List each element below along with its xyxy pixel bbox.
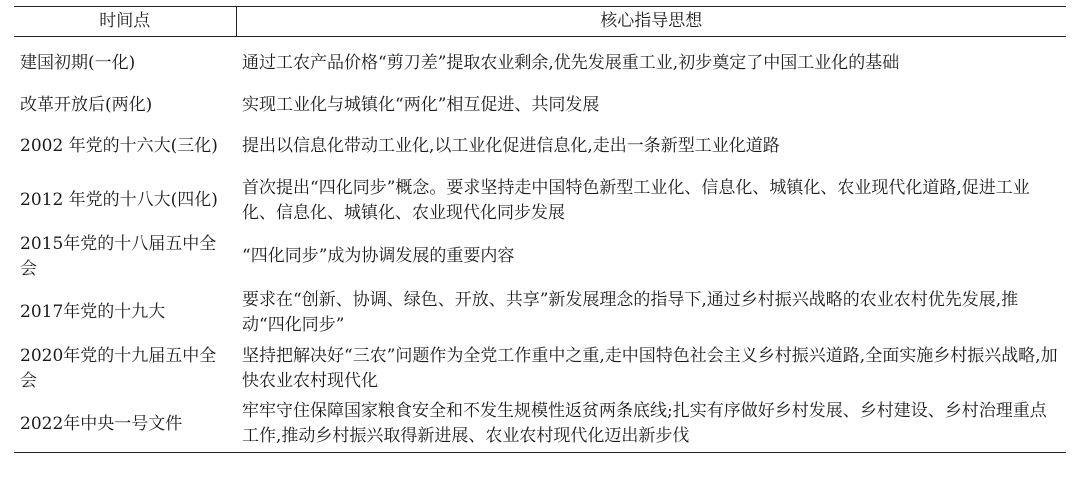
- table-header: [14, 7, 1066, 37]
- header-core-idea: 核心指导思想: [236, 7, 1066, 37]
- header-time-point: 时间点: [14, 7, 236, 37]
- table-row: [14, 121, 1066, 173]
- idea-cell: 首次提出“四化同步”概念。要求坚持走中国特色新型工业化、信息化、城镇化、农业现代化道路,促进工业化、信息化、城镇化、农业现代化同步发展: [242, 177, 1030, 223]
- time-cell: 2017年党的十九大: [20, 302, 166, 322]
- time-cell: 2020年党的十九届五中全会: [20, 345, 217, 391]
- idea-cell: 坚持把解决好“三农”问题作为全党工作重中之重,走中国特色社会主义乡村振兴道路,全面实施乡村振兴战略,加快农业农村现代化: [242, 345, 1058, 391]
- time-cell: 2002 年党的十六大(三化): [20, 136, 218, 156]
- table-row: [14, 397, 1066, 453]
- time-cell: 2022年中央一号文件: [14, 397, 236, 453]
- idea-cell: 提出以信息化带动工业化,以工业化促进信息化,走出一条新型工业化道路: [242, 136, 780, 156]
- table-row: [14, 229, 1066, 285]
- policy-timeline-table: [14, 6, 1066, 453]
- header-row: [14, 7, 1066, 37]
- table-row: [14, 90, 1066, 121]
- idea-cell: 牢牢守住保障国家粮食安全和不发生规模性返贫两条底线;扎实有序做好乡村发展、乡村建设、乡村治理重点工作,推动乡村振兴取得新进展、农业农村现代化迈出新步伐: [236, 397, 1066, 453]
- time-cell: 改革开放后(两化): [20, 94, 153, 115]
- idea-cell: 要求在“创新、协调、绿色、开放、共享”新发展理念的指导下,通过乡村振兴战略的农业农村优先发展,推动“四化同步”: [242, 289, 1019, 335]
- table-row: [14, 37, 1066, 90]
- table-body: [14, 37, 1066, 453]
- table-row: [14, 341, 1066, 397]
- time-cell: 2012 年党的十八大(四化): [20, 190, 218, 210]
- idea-cell: “四化同步”成为协调发展的重要内容: [242, 246, 515, 266]
- table-row: [14, 173, 1066, 229]
- idea-cell: 实现工业化与城镇化“两化”相互促进、共同发展: [242, 94, 600, 115]
- table-row: [14, 285, 1066, 341]
- time-cell: 2015年党的十八届五中全会: [20, 233, 217, 279]
- idea-cell: 通过工农产品价格“剪刀差”提取农业剩余,优先发展重工业,初步奠定了中国工业化的基础: [242, 52, 900, 73]
- time-cell: 建国初期(一化): [20, 52, 136, 73]
